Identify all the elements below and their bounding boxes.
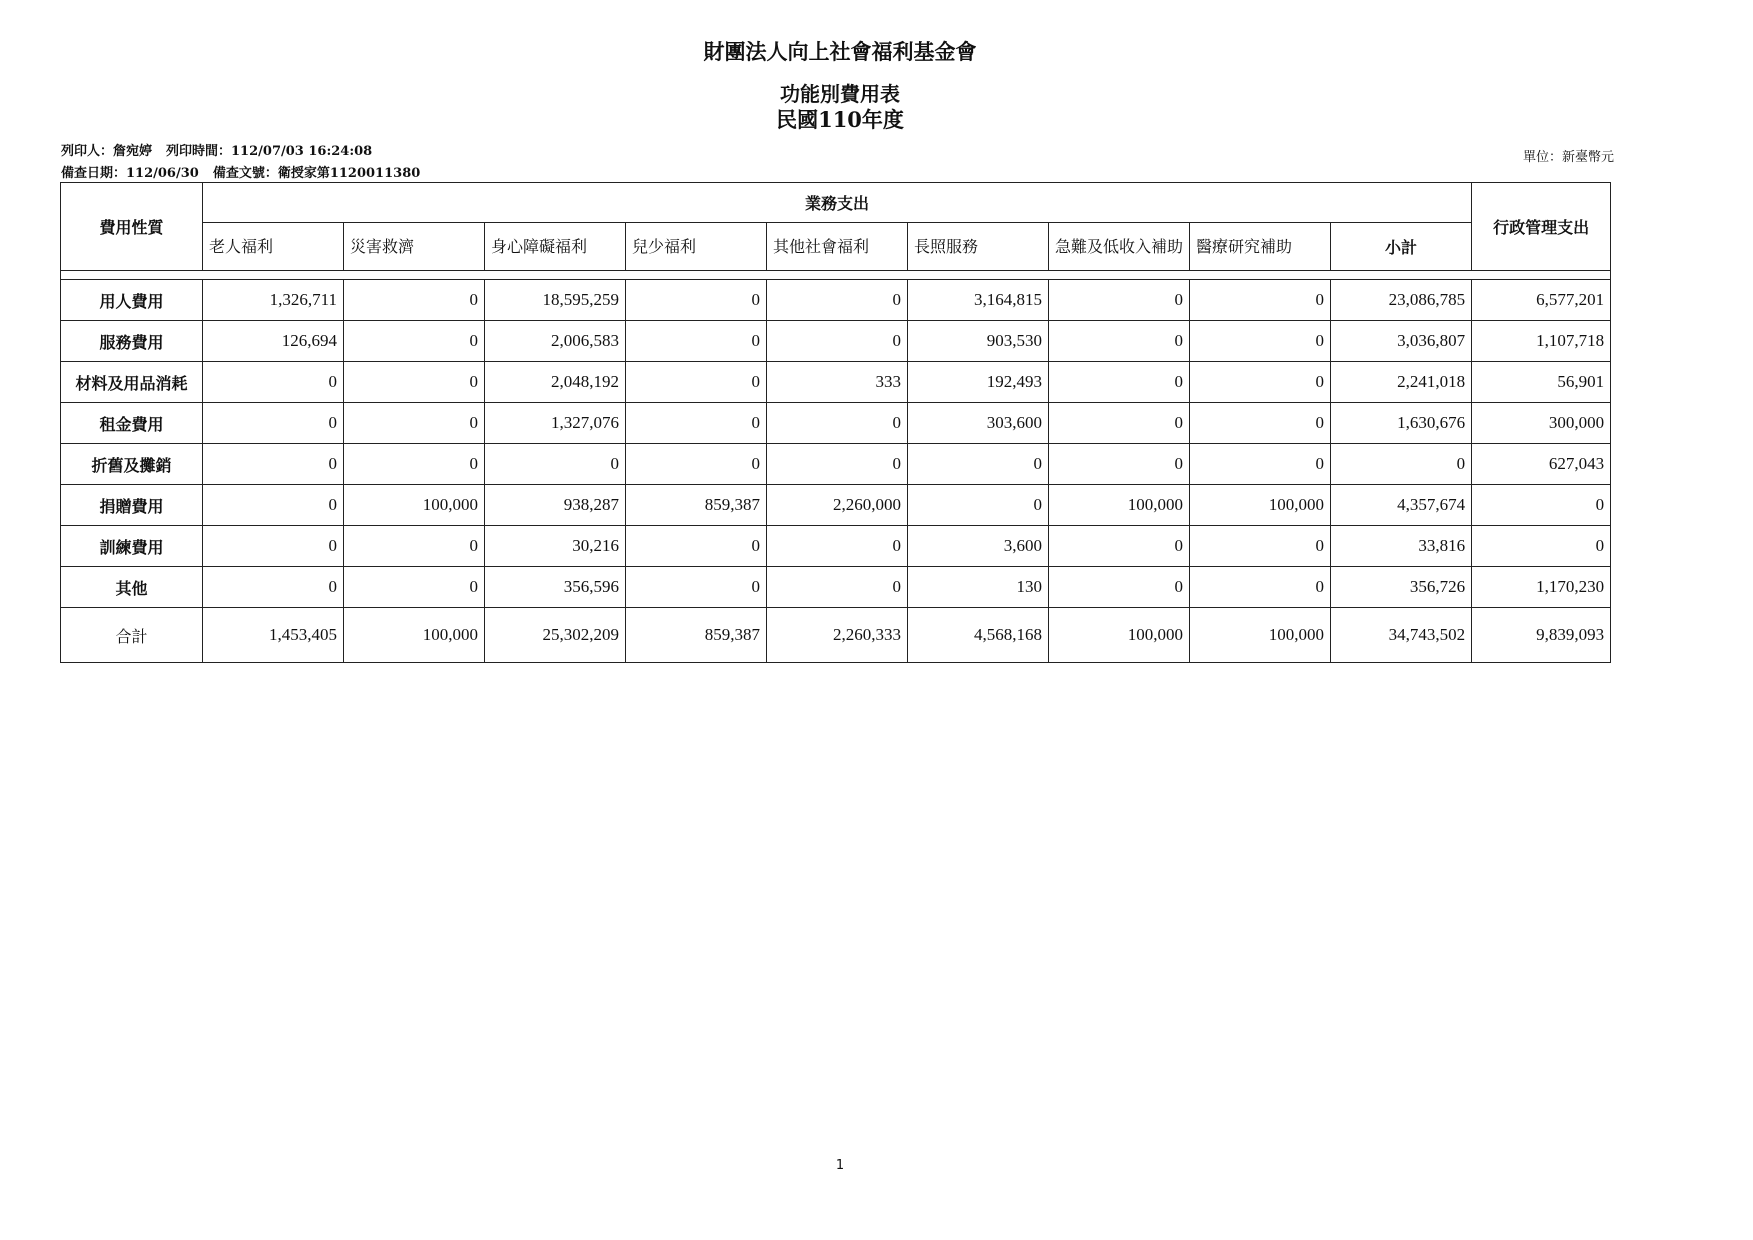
currency-unit: 單位：新臺幣元 — [1522, 150, 1614, 165]
table-cell: 100,000 — [1190, 608, 1331, 663]
table-cell: 0 — [626, 567, 767, 608]
table-cell: 4,357,674 — [1331, 485, 1472, 526]
table-cell: 0 — [626, 280, 767, 321]
table-cell: 0 — [203, 403, 344, 444]
table-cell: 0 — [1472, 485, 1611, 526]
header-gap — [61, 271, 1611, 280]
table-cell: 0 — [1049, 362, 1190, 403]
table-cell: 0 — [344, 526, 485, 567]
table-cell: 2,241,018 — [1331, 362, 1472, 403]
table-cell: 0 — [626, 526, 767, 567]
table-cell: 0 — [203, 567, 344, 608]
table-cell: 100,000 — [344, 485, 485, 526]
record-doc-number: 備查文號：衛授家第1120011380 — [212, 166, 421, 181]
table-cell: 126,694 — [203, 321, 344, 362]
table-cell: 0 — [767, 526, 908, 567]
row-label: 訓練費用 — [61, 526, 203, 567]
table-cell: 0 — [1190, 321, 1331, 362]
table-cell: 0 — [1049, 444, 1190, 485]
table-cell: 0 — [203, 362, 344, 403]
table-cell: 3,600 — [908, 526, 1049, 567]
column-header: 急難及低收入補助 — [1049, 223, 1190, 271]
table-row — [61, 444, 1611, 485]
table-cell: 0 — [344, 403, 485, 444]
table-cell: 0 — [485, 444, 626, 485]
table-cell: 0 — [767, 280, 908, 321]
row-label: 租金費用 — [61, 403, 203, 444]
table-cell: 34,743,502 — [1331, 608, 1472, 663]
table-cell: 0 — [1049, 321, 1190, 362]
table-cell: 4,568,168 — [908, 608, 1049, 663]
table-cell: 1,630,676 — [1331, 403, 1472, 444]
table-cell: 0 — [767, 444, 908, 485]
table-cell: 30,216 — [485, 526, 626, 567]
table-cell: 1,107,718 — [1472, 321, 1611, 362]
table-cell: 0 — [344, 362, 485, 403]
table-cell: 0 — [1049, 280, 1190, 321]
table-cell: 0 — [344, 280, 485, 321]
table-cell: 2,006,583 — [485, 321, 626, 362]
record-info — [61, 162, 420, 181]
table-cell: 100,000 — [344, 608, 485, 663]
table-cell: 0 — [626, 321, 767, 362]
column-header: 身心障礙福利 — [485, 223, 626, 271]
table-cell: 0 — [908, 485, 1049, 526]
table-cell: 0 — [344, 321, 485, 362]
table-cell: 0 — [626, 403, 767, 444]
row-label: 用人費用 — [61, 280, 203, 321]
table-cell: 25,302,209 — [485, 608, 626, 663]
table-cell: 100,000 — [1049, 485, 1190, 526]
row-label: 折舊及攤銷 — [61, 444, 203, 485]
table-row — [61, 485, 1611, 526]
table-cell: 0 — [1049, 526, 1190, 567]
table-cell: 1,327,076 — [485, 403, 626, 444]
print-time: 列印時間：112/07/03 16:24:08 — [166, 144, 373, 159]
table-cell: 903,530 — [908, 321, 1049, 362]
row-label: 服務費用 — [61, 321, 203, 362]
table-cell: 0 — [626, 444, 767, 485]
row-label: 捐贈費用 — [61, 485, 203, 526]
column-header: 災害救濟 — [344, 223, 485, 271]
table-body — [61, 280, 1611, 663]
table-cell: 0 — [1190, 280, 1331, 321]
table-cell: 0 — [1190, 526, 1331, 567]
table-cell: 0 — [1331, 444, 1472, 485]
table-cell: 2,260,333 — [767, 608, 908, 663]
row-label: 合計 — [61, 608, 203, 663]
table-cell: 0 — [1049, 567, 1190, 608]
total-row — [61, 608, 1611, 663]
table-cell: 0 — [1190, 362, 1331, 403]
table-cell: 100,000 — [1190, 485, 1331, 526]
table-cell: 0 — [1190, 444, 1331, 485]
table-cell: 0 — [203, 444, 344, 485]
record-date: 備查日期：112/06/30 — [61, 166, 199, 181]
table-cell: 0 — [344, 567, 485, 608]
column-header: 長照服務 — [908, 223, 1049, 271]
table-cell: 100,000 — [1049, 608, 1190, 663]
table-cell: 33,816 — [1331, 526, 1472, 567]
table-cell: 130 — [908, 567, 1049, 608]
print-info — [61, 140, 372, 159]
page-number: 1 — [835, 1158, 845, 1173]
table-row — [61, 362, 1611, 403]
corner-header: 費用性質 — [61, 183, 203, 271]
table-cell: 1,170,230 — [1472, 567, 1611, 608]
table-cell: 3,036,807 — [1331, 321, 1472, 362]
table-cell: 3,164,815 — [908, 280, 1049, 321]
table-cell: 938,287 — [485, 485, 626, 526]
column-header-row — [61, 223, 1611, 271]
table-row — [61, 321, 1611, 362]
column-header: 醫療研究補助 — [1190, 223, 1331, 271]
organization-title: 財團法人向上社會福利基金會 — [703, 39, 977, 64]
column-header: 其他社會福利 — [767, 223, 908, 271]
table-row — [61, 280, 1611, 321]
report-year: 民國110年度 — [776, 107, 904, 132]
table-cell: 0 — [1190, 567, 1331, 608]
table-cell: 333 — [767, 362, 908, 403]
table-cell: 0 — [767, 403, 908, 444]
table-cell: 0 — [1049, 403, 1190, 444]
table-cell: 356,596 — [485, 567, 626, 608]
table-cell: 356,726 — [1331, 567, 1472, 608]
table-cell: 1,326,711 — [203, 280, 344, 321]
table-cell: 0 — [344, 444, 485, 485]
table-cell: 0 — [203, 526, 344, 567]
report-title: 功能別費用表 — [780, 82, 900, 106]
table-cell: 303,600 — [908, 403, 1049, 444]
admin-header: 行政管理支出 — [1472, 183, 1611, 271]
table-row — [61, 526, 1611, 567]
table-cell: 0 — [626, 362, 767, 403]
subtotal-header: 小計 — [1331, 223, 1472, 271]
table-cell: 859,387 — [626, 608, 767, 663]
table-row — [61, 567, 1611, 608]
table-cell: 300,000 — [1472, 403, 1611, 444]
table-cell: 2,048,192 — [485, 362, 626, 403]
expense-table — [60, 182, 1611, 663]
table-cell: 0 — [1472, 526, 1611, 567]
table-cell: 1,453,405 — [203, 608, 344, 663]
group-header: 業務支出 — [203, 183, 1472, 223]
table-cell: 0 — [767, 567, 908, 608]
table-cell: 9,839,093 — [1472, 608, 1611, 663]
table-cell: 0 — [908, 444, 1049, 485]
printer-name: 列印人：詹宛婷 — [61, 144, 153, 159]
table-cell: 18,595,259 — [485, 280, 626, 321]
table-cell: 6,577,201 — [1472, 280, 1611, 321]
table-cell: 192,493 — [908, 362, 1049, 403]
row-label: 材料及用品消耗 — [61, 362, 203, 403]
table-cell: 0 — [1190, 403, 1331, 444]
table-cell: 0 — [767, 321, 908, 362]
table-cell: 56,901 — [1472, 362, 1611, 403]
row-label: 其他 — [61, 567, 203, 608]
column-header: 老人福利 — [203, 223, 344, 271]
table-cell: 0 — [203, 485, 344, 526]
table-cell: 627,043 — [1472, 444, 1611, 485]
column-header: 兒少福利 — [626, 223, 767, 271]
table-cell: 2,260,000 — [767, 485, 908, 526]
table-cell: 859,387 — [626, 485, 767, 526]
table-row — [61, 403, 1611, 444]
table-cell: 23,086,785 — [1331, 280, 1472, 321]
